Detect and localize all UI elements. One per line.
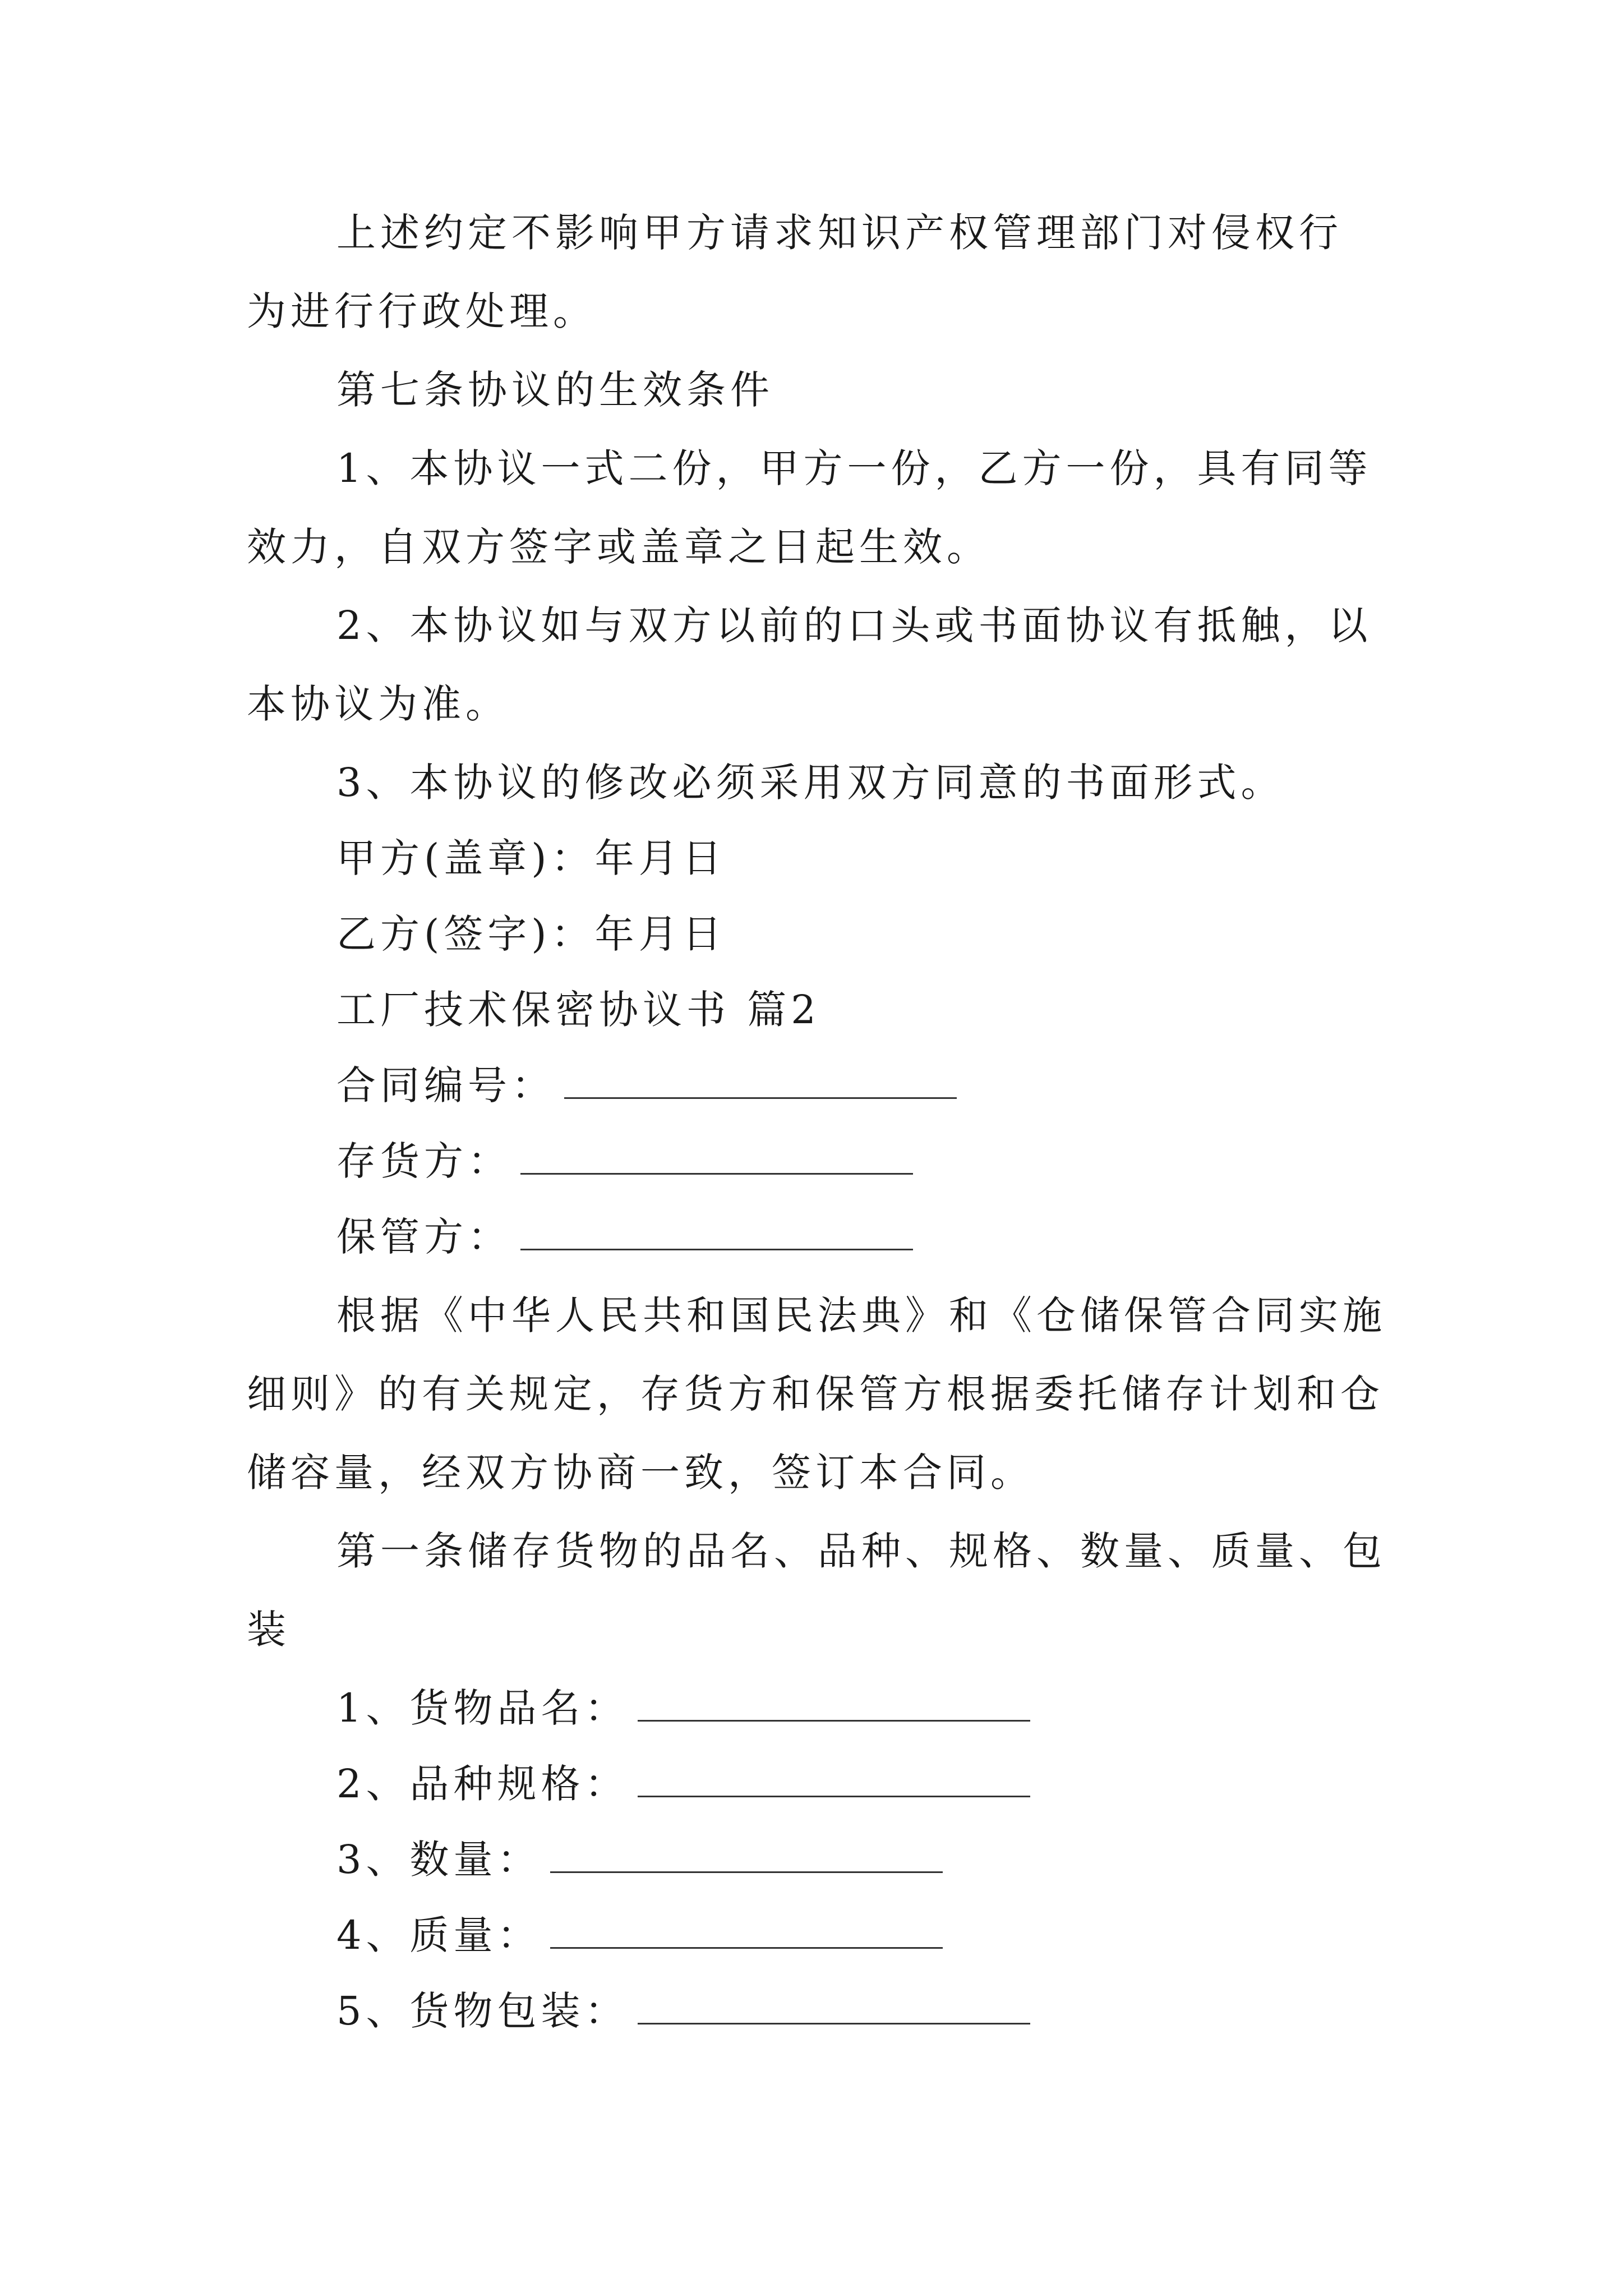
quality-label: 4、质量： xyxy=(336,1912,541,1958)
custodian-row xyxy=(336,1214,913,1259)
signature-line-party-b: 乙方(签字)：年月日 xyxy=(336,911,726,957)
section-heading: 第一条储存货物的品名、品种、规格、数量、质量、包 xyxy=(336,1528,1386,1574)
spec-label: 2、品种规格： xyxy=(336,1761,629,1807)
contract-number-label: 合同编号： xyxy=(336,1062,555,1108)
paragraph-line: 1、本协议一式二份，甲方一份，乙方一份，具有同等 xyxy=(336,445,1372,491)
quantity-label: 3、数量： xyxy=(336,1837,541,1883)
paragraph-line: 上述约定不影响甲方请求知识产权管理部门对侵权行 xyxy=(336,210,1343,256)
depositor-label: 存货方： xyxy=(336,1138,511,1184)
spec-row xyxy=(336,1761,1030,1806)
section-heading: 第七条协议的生效条件 xyxy=(336,367,774,413)
custodian-label: 保管方： xyxy=(336,1214,511,1260)
paragraph-line: 装 xyxy=(247,1607,291,1653)
paragraph-line: 储容量，经双方协商一致，签订本合同。 xyxy=(247,1450,1034,1496)
paragraph-line: 细则》的有关规定，存货方和保管方根据委托储存计划和仓 xyxy=(247,1371,1384,1417)
paragraph-line: 本协议为准。 xyxy=(247,681,509,727)
paragraph-line: 2、本协议如与双方以前的口头或书面协议有抵触，以 xyxy=(336,602,1372,648)
paragraph-line: 效力，自双方签字或盖章之日起生效。 xyxy=(247,524,990,570)
quantity-row xyxy=(336,1837,943,1882)
depositor-row xyxy=(336,1139,913,1184)
depositor-blank xyxy=(520,1142,913,1175)
packaging-row xyxy=(336,1989,1030,2033)
spec-blank xyxy=(638,1764,1030,1797)
quality-row xyxy=(336,1913,943,1958)
goods-name-label: 1、货物品名： xyxy=(336,1685,629,1731)
goods-name-row xyxy=(336,1686,1030,1731)
quantity-blank xyxy=(550,1840,943,1873)
signature-line-party-a: 甲方(盖章)：年月日 xyxy=(336,835,726,881)
contract-number-row xyxy=(336,1063,957,1108)
goods-name-blank xyxy=(638,1688,1030,1722)
paragraph-line: 3、本协议的修改必须采用双方同意的书面形式。 xyxy=(336,760,1285,806)
quality-blank xyxy=(550,1916,943,1949)
document-title: 工厂技术保密协议书 篇2 xyxy=(336,987,820,1033)
contract-number-blank xyxy=(564,1066,957,1099)
packaging-blank xyxy=(638,1991,1030,2024)
paragraph-line: 为进行行政处理。 xyxy=(247,288,597,334)
custodian-blank xyxy=(520,1217,913,1250)
paragraph-line: 根据《中华人民共和国民法典》和《仓储保管合同实施 xyxy=(336,1292,1386,1338)
packaging-label: 5、货物包装： xyxy=(336,1988,629,2034)
